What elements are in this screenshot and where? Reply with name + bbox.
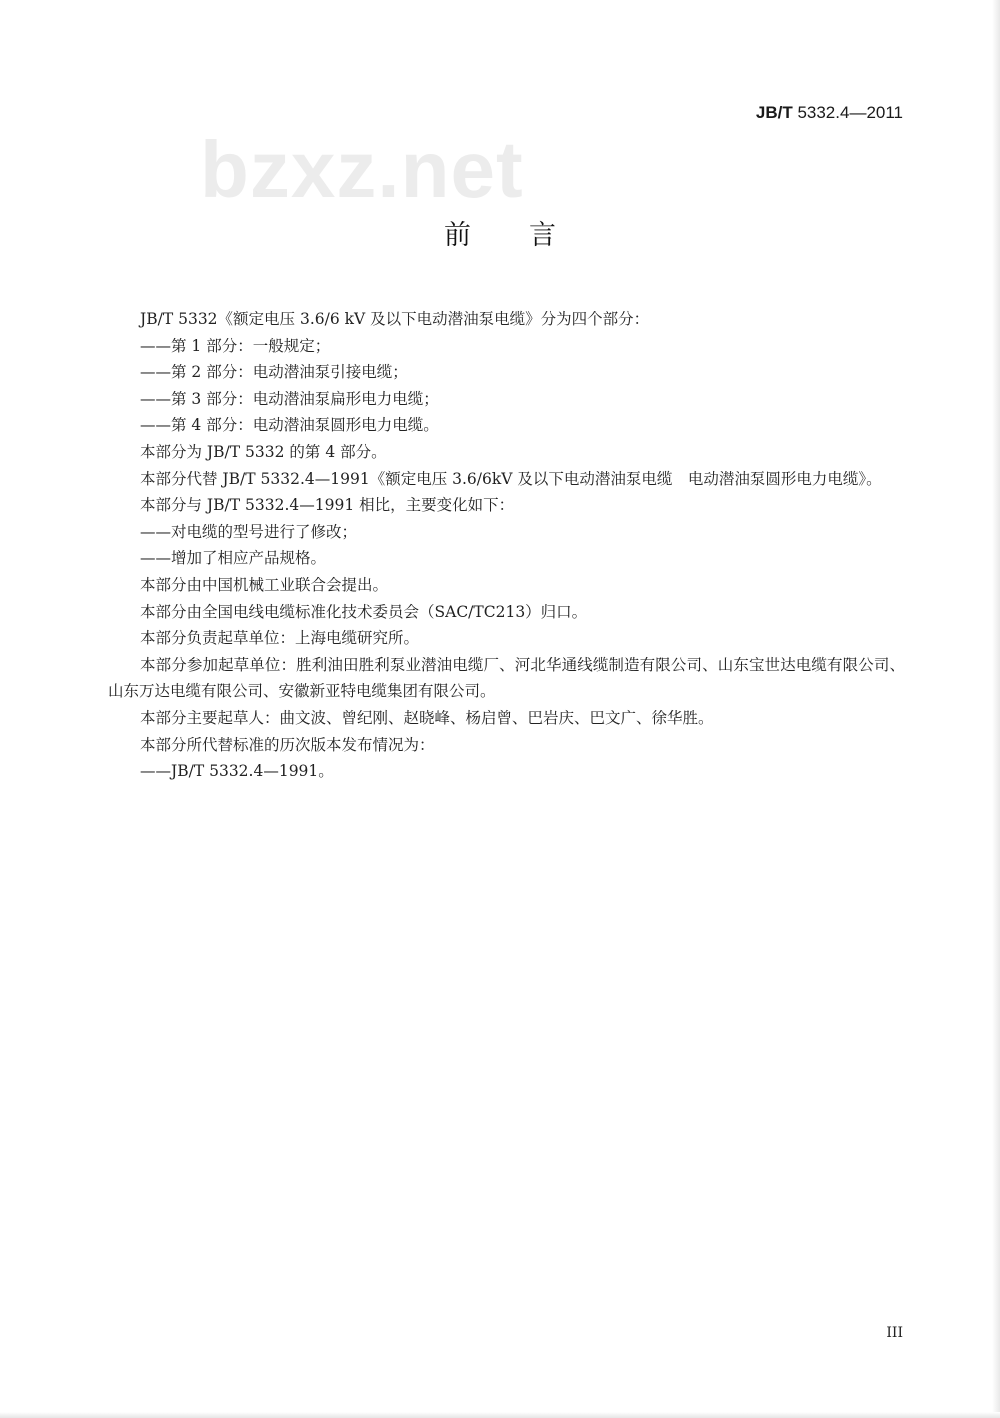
paragraph: ——JB/T 5332.4—1991。 [140, 762, 334, 781]
standard-code-header [756, 103, 903, 123]
paragraph: ——第 2 部分：电动潜油泵引接电缆； [140, 363, 408, 382]
paragraph: ——第 3 部分：电动潜油泵扁形电力电缆； [140, 389, 439, 408]
page-number: III [886, 1325, 903, 1341]
paragraph: ——第 1 部分：一般规定； [140, 336, 331, 355]
page-edge-shadow-bottom [0, 1412, 1000, 1418]
foreword-body [108, 306, 905, 785]
paragraph: 本部分为 JB/T 5332 的第 4 部分。 [140, 442, 387, 461]
paragraph: 本部分代替 JB/T 5332.4—1991《额定电压 3.6/6kV 及以下电动潜油泵电缆 电动潜油泵圆形电力电缆》。 [140, 469, 882, 488]
paragraph: JB/T 5332《额定电压 3.6/6 kV 及以下电动潜油泵电缆》分为四个部分： [140, 310, 650, 328]
standard-number: 5332.4—2011 [792, 103, 903, 122]
paragraph: 本部分主要起草人：曲文波、曾纪刚、赵晓峰、杨启曾、巴岩庆、巴文广、徐华胜。 [140, 708, 714, 727]
paragraph: 本部分与 JB/T 5332.4—1991 相比，主要变化如下： [140, 496, 515, 515]
paragraph: ——第 4 部分：电动潜油泵圆形电力电缆。 [140, 416, 439, 435]
paragraph: 本部分由全国电线电缆标准化技术委员会（SAC/TC213）归口。 [140, 602, 588, 621]
paragraph: 本部分由中国机械工业联合会提出。 [140, 575, 389, 594]
page-title: 前言 [444, 220, 614, 251]
paragraph: ——对电缆的型号进行了修改； [140, 522, 358, 541]
paragraph: 本部分负责起草单位：上海电缆研究所。 [140, 629, 420, 648]
paragraph: ——增加了相应产品规格。 [140, 549, 327, 568]
standard-prefix: JB/T [755, 103, 793, 122]
watermark: bzxz.net [200, 125, 524, 214]
paragraph: 本部分参加起草单位：胜利油田胜利泵业潜油电缆厂、河北华通线缆制造有限公司、山东宝世达电缆有限公司、山东万达电缆有限公司、安徽新亚特电缆集团有限公司。 [108, 655, 905, 701]
paragraph: 本部分所代替标准的历次版本发布情况为： [140, 735, 435, 754]
